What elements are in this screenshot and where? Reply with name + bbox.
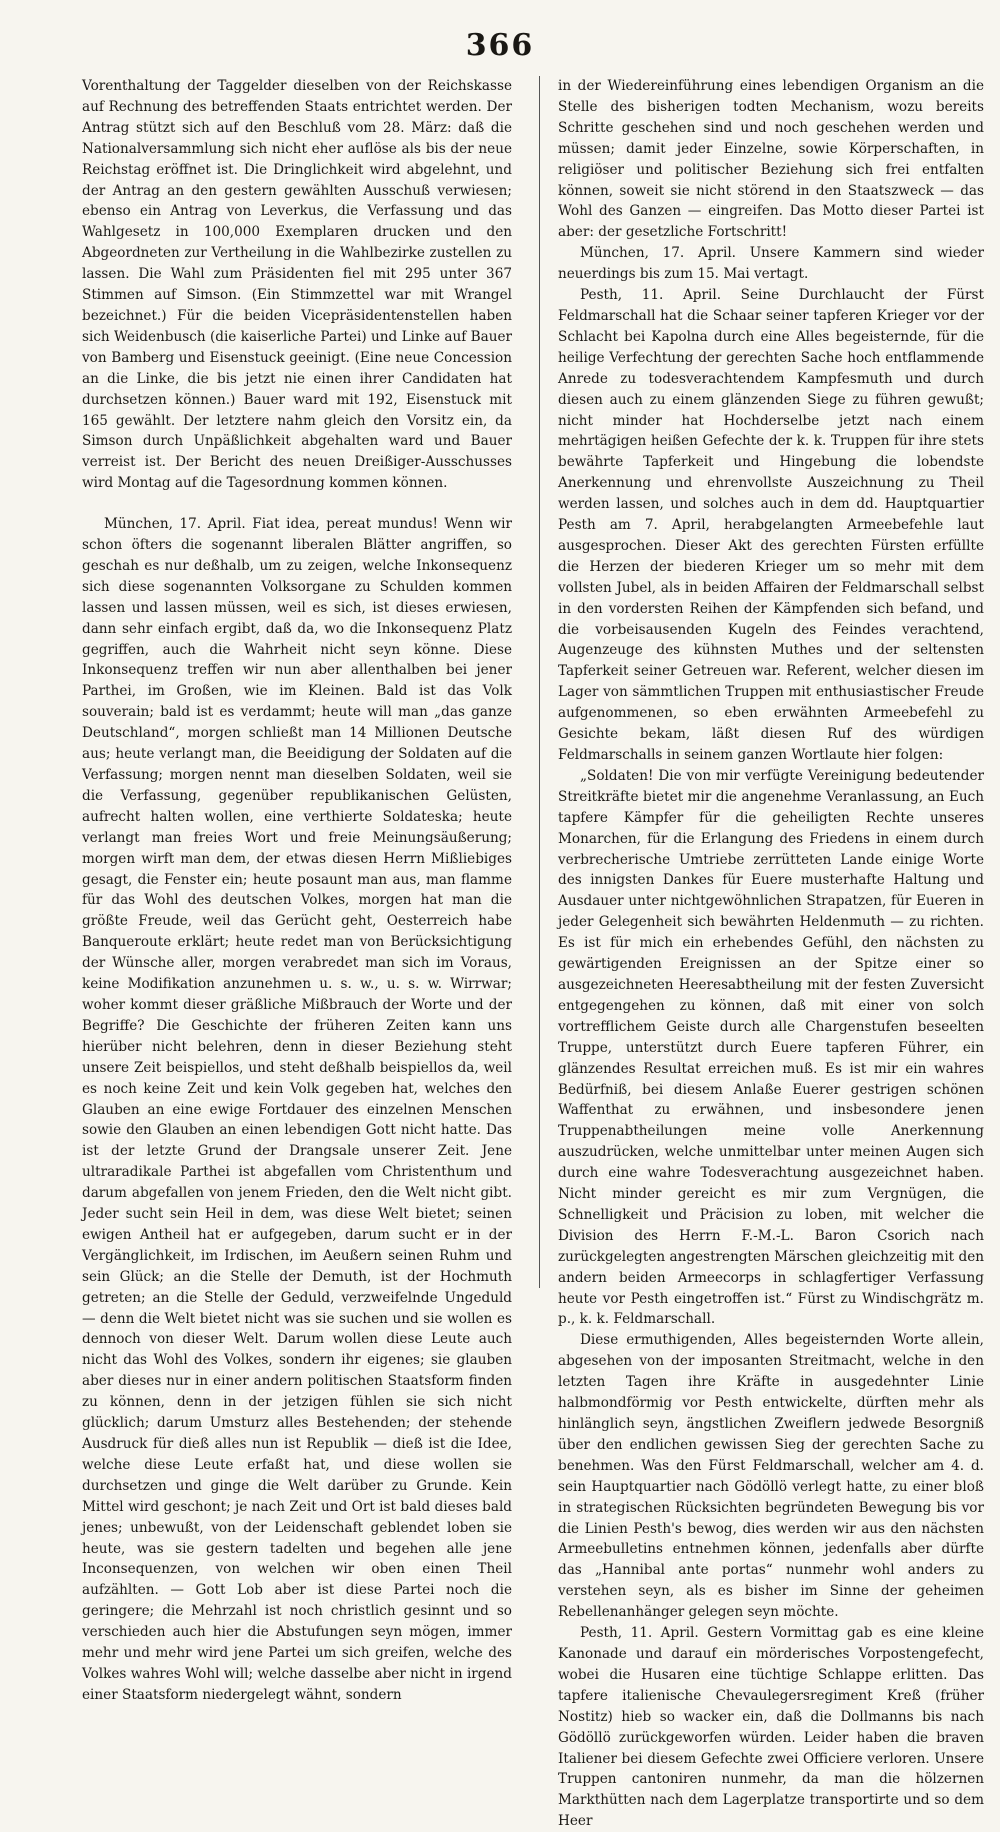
article-paragraph: „Soldaten! Die von mir verfügte Vereinigung bedeutender Streitkräfte bietet mir die angenehme Veranlassung, an Euch tapfere Kämpfer für die geheiligten Rechte unseres Monarchen, für die Erlangung des Friedens in einem durch verbrecherische Umtriebe zerrütteten Lande einige Worte des innigsten Dankes für Euere musterhafte Haltung und Ausdauer unter nichtgewöhnlichen Strapatzen, für Eueren in jeder Gelegenheit sich bewährten Heldenmuth — zu richten. Es ist für mich ein erhebendes Gefühl, den nächsten zu gewärtigenden Ereignissen an der Spitze einer so ausgezeichneten Heeresabtheilung mit der festen Zuversicht entgegengehen zu können, daß mit einer von solch vortrefflichem Geiste durch alle Chargenstufen beseelten Truppe, unterstützt durch Euere tapferen Führer, ein glänzendes Resultat erreichen muß. Es ist mir ein wahres Bedürfniß, bei diesem Anlaße Euerer gestrigen schönen Waffenthat zu erwähnen, und insbesondere jenen Truppenabtheilungen meine volle Anerkennung auszudrücken, welche unmittelbar unter meinen Augen sich durch eine wahre Todesverachtung ausgezeichnet haben. Nicht minder gereicht es mir zum Vergnügen, die Schnelligkeit und Präcision zu loben, mit welcher die Division des Herrn F.-M.-L. Baron Csorich nach zurückgelegten angestrengten Märschen gleichzeitig mit den andern beiden Armeecorps in schlagfertiger Verfassung heute vor Pesth eingetroffen ist.“ Fürst zu Windischgrätz m. p., k. k. Feldmarschall.: [558, 767, 984, 1328]
article-paragraph: Vorenthaltung der Taggelder dieselben von der Reichskasse auf Rechnung des betreffenden Staats entrichtet werden. Der Antrag stützt sich auf den Beschluß vom 28. März: daß die Nationalversammlung sich nicht eher auflöse als bis der neue Reichstag eröffnet ist. Die Dringlichkeit wird abgelehnt, und der Antrag an den gestern gewählten Ausschuß verwiesen; ebenso ein Antrag von Leverkus, die Verfassung und das Wahlgesetz in 100,000 Exemplaren drucken und den Abgeordneten zur Vertheilung in die Wahlbezirke zustellen zu lassen. Die Wahl zum Präsidenten fiel mit 295 unter 367 Stimmen auf Simson. (Ein Stimmzettel war mit Wrangel bezeichnet.) Für die beiden Vicepräsidentenstellen haben sich Weidenbusch (die kaiserliche Partei) und Linke auf Bauer von Bamberg und Eisenstuck geeinigt. (Eine neue Concession an die Linke, die bis jetzt nie einen ihrer Candidaten hat durchsetzen können.) Bauer ward mit 192, Eisenstuck mit 165 gewählt. Der letztere nahm gleich den Vorsitz ein, da Simson durch Unpäßlichkeit abgehalten ward und Bauer verreist ist. Der Bericht des neuen Dreißiger-Ausschusses wird Montag auf die Tagesordnung kommen können.: [82, 78, 512, 492]
article-paragraph: München, 17. April. Unsere Kammern sind wieder neuerdings bis zum 15. Mai vertagt.: [558, 245, 984, 283]
page-number: 366: [465, 28, 535, 63]
column-divider: [539, 76, 540, 1288]
left-column: [82, 76, 512, 1703]
article-gap: [82, 494, 512, 514]
article-paragraph: Diese ermuthigenden, Alles begeisternden Worte allein, abgesehen von der imposanten Streitmacht, welche in den letzten Tagen ihre Kräfte in ausgedehnter Linie halbmondförmig vor Pesth entwickelte, dürften mehr als hinlänglich seyn, ängstlichen Zweiflern jedwede Besorgniß über den endlichen gewissen Sieg der gerechten Sache zu benehmen. Was den Fürst Feldmarschall, welcher am 4. d. sein Hauptquartier nach Gödöllö verlegt hatte, zu einer bloß in strategischen Rücksichten begründeten Bewegung bis vor die Linien Pesth's bewog, dies werden wir aus den nächsten Armeebulletins entnehmen können, jedenfalls aber dürfte das „Hannibal ante portas“ nunmehr wohl anders zu verstehen seyn, als es bisher im Sinne der geheimen Rebellenanhänger gelegen seyn möchte.: [558, 1332, 984, 1621]
right-column: [558, 76, 984, 1830]
article-paragraph: Pesth, 11. April. Seine Durchlaucht der Fürst Feldmarschall hat die Schaar seiner tapferen Krieger vor der Schlacht bei Kapolna durch eine Alles begeisternde, für die heilige Verfechtung der gerechten Sache hoch entflammende Anrede zu todesverachtendem Kampfesmuth und durch diesen auch zu einem glänzenden Siege zu führen gewußt; nicht minder hat Hochderselbe jetzt nach einem mehrtägigen heißen Gefechte der k. k. Truppen für ihre stets bewährte Tapferkeit und Hingebung die lobendste Anerkennung und ehrenvollste Auszeichnung zu Theil werden lassen, und solches auch in dem dd. Hauptquartier Pesth am 7. April, herabgelangten Armeebefehle laut ausgesprochen. Dieser Akt des gerechten Fürsten erfüllte die Herzen der biederen Krieger um so mehr mit dem vollsten Jubel, als in beiden Affairen der Feldmarschall selbst in den vordersten Reihen der Kämpfenden sich befand, und die vorbeisausenden Kugeln des Feindes verachtend, Augenzeuge des kühnsten Muthes und der seltensten Tapferkeit seiner Getreuen war. Referent, welcher diesen im Lager von sämmtlichen Truppen mit enthusiastischer Freude aufgenommenen, so eben erwähnten Armeebefehl zu Gesichte bekam, läßt diesen Ruf des würdigen Feldmarschalls in seinem ganzen Wortlaute hier folgen:: [558, 287, 984, 763]
article-paragraph: Pesth, 11. April. Gestern Vormittag gab es eine kleine Kanonade und darauf ein mörderisches Vorpostengefecht, wobei die Husaren eine tüchtige Schlappe erlitten. Das tapfere italienische Chevaulegersregiment Kreß (früher Nostitz) hieb so wacker ein, daß die Dollmanns bis nach Gödöllö zurückgeworfen würden. Leider haben die braven Italiener bei diesem Gefechte zwei Officiere verloren. Unsere Truppen cantoniren nunmehr, da man die hölzernen Markthütten nach dem Lagerplatze transportirte und so dem Heer: [558, 1625, 984, 1830]
article-paragraph: München, 17. April. Fiat idea, pereat mundus! Wenn wir schon öfters die sogenannt liberalen Blätter angriffen, so geschah es nur deßhalb, um zu zeigen, welche Inkonsequenz sich diese sogenannten Volksorgane zu Schulden kommen lassen und lassen müssen, weil es sich, ist dieses erwiesen, dann sehr einfach ergibt, daß da, wo die Inkonsequenz Platz gegriffen, auch die Wahrheit nicht seyn könne. Diese Inkonsequenz treffen wir nun aber allenthalben bei jener Parthei, im Großen, wie im Kleinen. Bald ist das Volk souverain; bald ist es verdammt; heute will man „das ganze Deutschland“, morgen schließt man 14 Millionen Deutsche aus; heute verlangt man, die Beeidigung der Soldaten auf die Verfassung; morgen nennt man dieselben Soldaten, weil sie die Verfassung, gegenüber republikanischen Gelüsten, aufrecht halten wollen, eine verthierte Soldateska; heute verlangt man freies Wort und freie Meinungsäußerung; morgen wirft man dem, der etwas diesen Herrn Mißliebiges gesagt, die Fenster ein; heute posaunt man aus, man flamme für das Wohl des deutschen Volkes, morgen hat man die größte Freude, weil das Gerücht geht, Oesterreich habe Banqueroute erklärt; heute redet man von Berücksichtigung der Wünsche aller, morgen verabredet man sich im Voraus, keine Modifikation anzunehmen u. s. w., u. s. w. Wirrwar; woher kommt dieser gräßliche Mißbrauch der Worte und der Begriffe? Die Geschichte der früheren Zeiten kann uns hierüber nicht belehren, denn in dieser Beziehung steht unsere Zeit beispiellos, und steht deßhalb beispiellos da, weil es noch keine Zeit und kein Volk gegeben hat, welches den Glauben an eine ewige Fortdauer des einzelnen Menschen sowie den Glauben an einen lebendigen Gott nicht hatte. Das ist der letzte Grund der Drangsale unserer Zeit. Jene ultraradikale Parthei ist abgefallen vom Christenthum und darum abgefallen von jenem Frieden, den die Welt nicht gibt. Jeder sucht sein Heil in dem, was diese Welt bietet; seinen ewigen Antheil hat er aufgegeben, darum sucht er in der Vergänglichkeit, im Irdischen, im Aeußern seinen Ruhm und sein Glück; an die Stelle der Demuth, ist der Hochmuth getreten; an die Stelle der Geduld, verzweifelnde Ungeduld — denn die Welt bietet nicht was sie suchen und sie wollen es dennoch von dieser Welt. Darum wollen diese Leute auch nicht das Wohl des Volkes, sondern ihr eigenes; sie glauben aber dieses nur in einer andern politischen Staatsform finden zu können, denn in der jetzigen fühlen sie sich nicht glücklich; darum Umsturz alles Bestehenden; der stehende Ausdruck für dieß alles nun ist Republik — dieß ist die Idee, welche diese Leute erfaßt hat, und diese wollen sie durchsetzen und ginge die Welt darüber zu Grunde. Kein Mittel wird geschont; je nach Zeit und Ort ist bald dieses bald jenes; unbewußt, von der Leidenschaft geblendet loben sie heute, was sie gestern tadelten und begehen alle jene Inconsequenzen, von welchen wir oben einen Theil aufzählten. — Gott Lob aber ist diese Partei noch die geringere; die Mehrzahl ist noch christlich gesinnt und so verschieden auch hier die Abstufungen seyn mögen, immer mehr und mehr wird jene Partei um sich greifen, welche des Volkes wahres Wohl will; welche dasselbe aber nicht in irgend einer Staatsform niedergelegt wähnt, sondern: [82, 516, 512, 1703]
article-paragraph: in der Wiedereinführung eines lebendigen Organism an die Stelle des bisherigen todten Mechanism, wozu bereits Schritte geschehen sind und noch geschehen werden und müssen; damit jeder Einzelne, sowie Körperschaften, in religiöser und politischer Beziehung sich frei entfalten können, soweit sie nicht störend in den Staatszweck — das Wohl des Ganzen — eingreifen. Das Motto dieser Partei ist aber: der gesetzliche Fortschritt!: [558, 78, 984, 241]
